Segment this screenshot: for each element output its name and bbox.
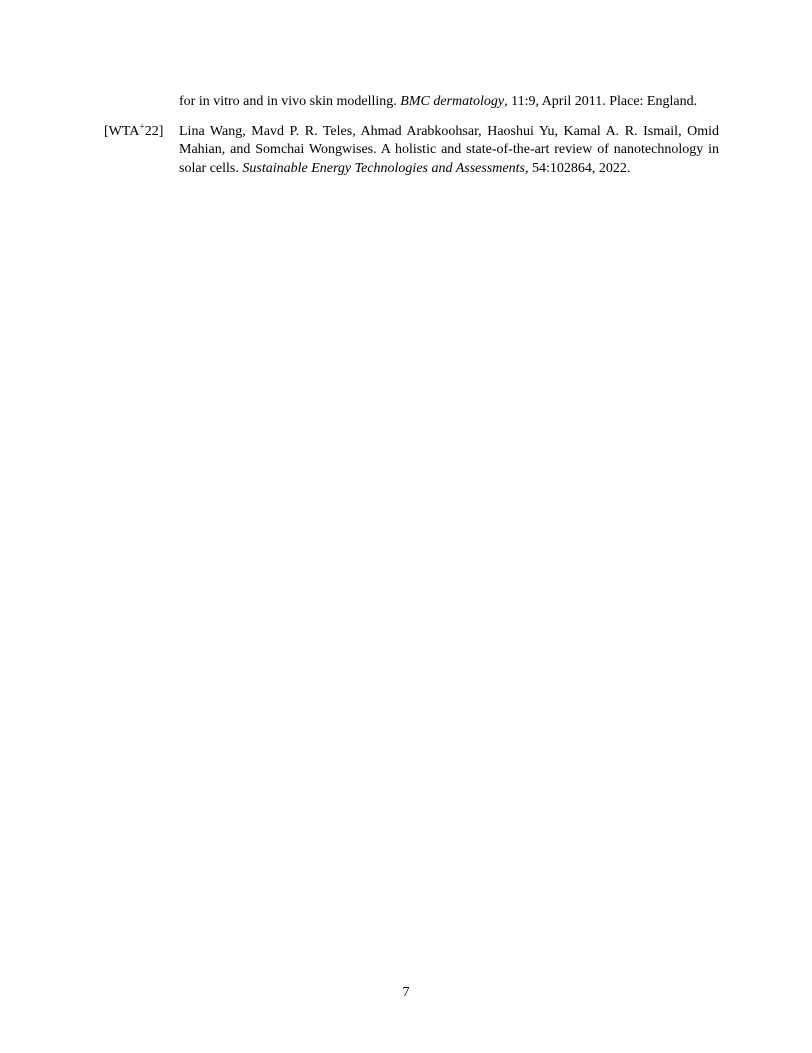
reference-label-superscript: + bbox=[139, 121, 145, 132]
journal-title: Sustainable Energy Technologies and Assessments bbox=[242, 160, 525, 176]
reference-text-segment: , 54:102864, 2022. bbox=[524, 160, 631, 176]
reference-label-close: 22] bbox=[144, 123, 164, 139]
reference-label bbox=[104, 123, 163, 142]
bibliography-section bbox=[104, 93, 719, 189]
reference-text-segment: for in vitro and in vivo skin modelling. bbox=[179, 94, 401, 109]
page-number: 7 bbox=[402, 985, 410, 1000]
reference-text bbox=[179, 123, 719, 179]
reference-entry bbox=[104, 93, 719, 112]
reference-text bbox=[179, 93, 719, 112]
reference-text-segment: Lina Wang, Mavd P. R. Teles, Ahmad Arabkoohsar, Haoshui Yu, Kamal A. R. Ismail, Omid Mahian, and Somchai Wongwises. A holistic and state-of-the-art review of nanotechnology in solar cells. bbox=[179, 123, 719, 176]
reference-label-open: [WTA bbox=[104, 123, 140, 139]
reference-text-segment: , 11:9, April 2011. Place: England. bbox=[504, 94, 698, 109]
reference-entry bbox=[104, 123, 719, 179]
journal-title: BMC dermatology bbox=[400, 94, 505, 109]
